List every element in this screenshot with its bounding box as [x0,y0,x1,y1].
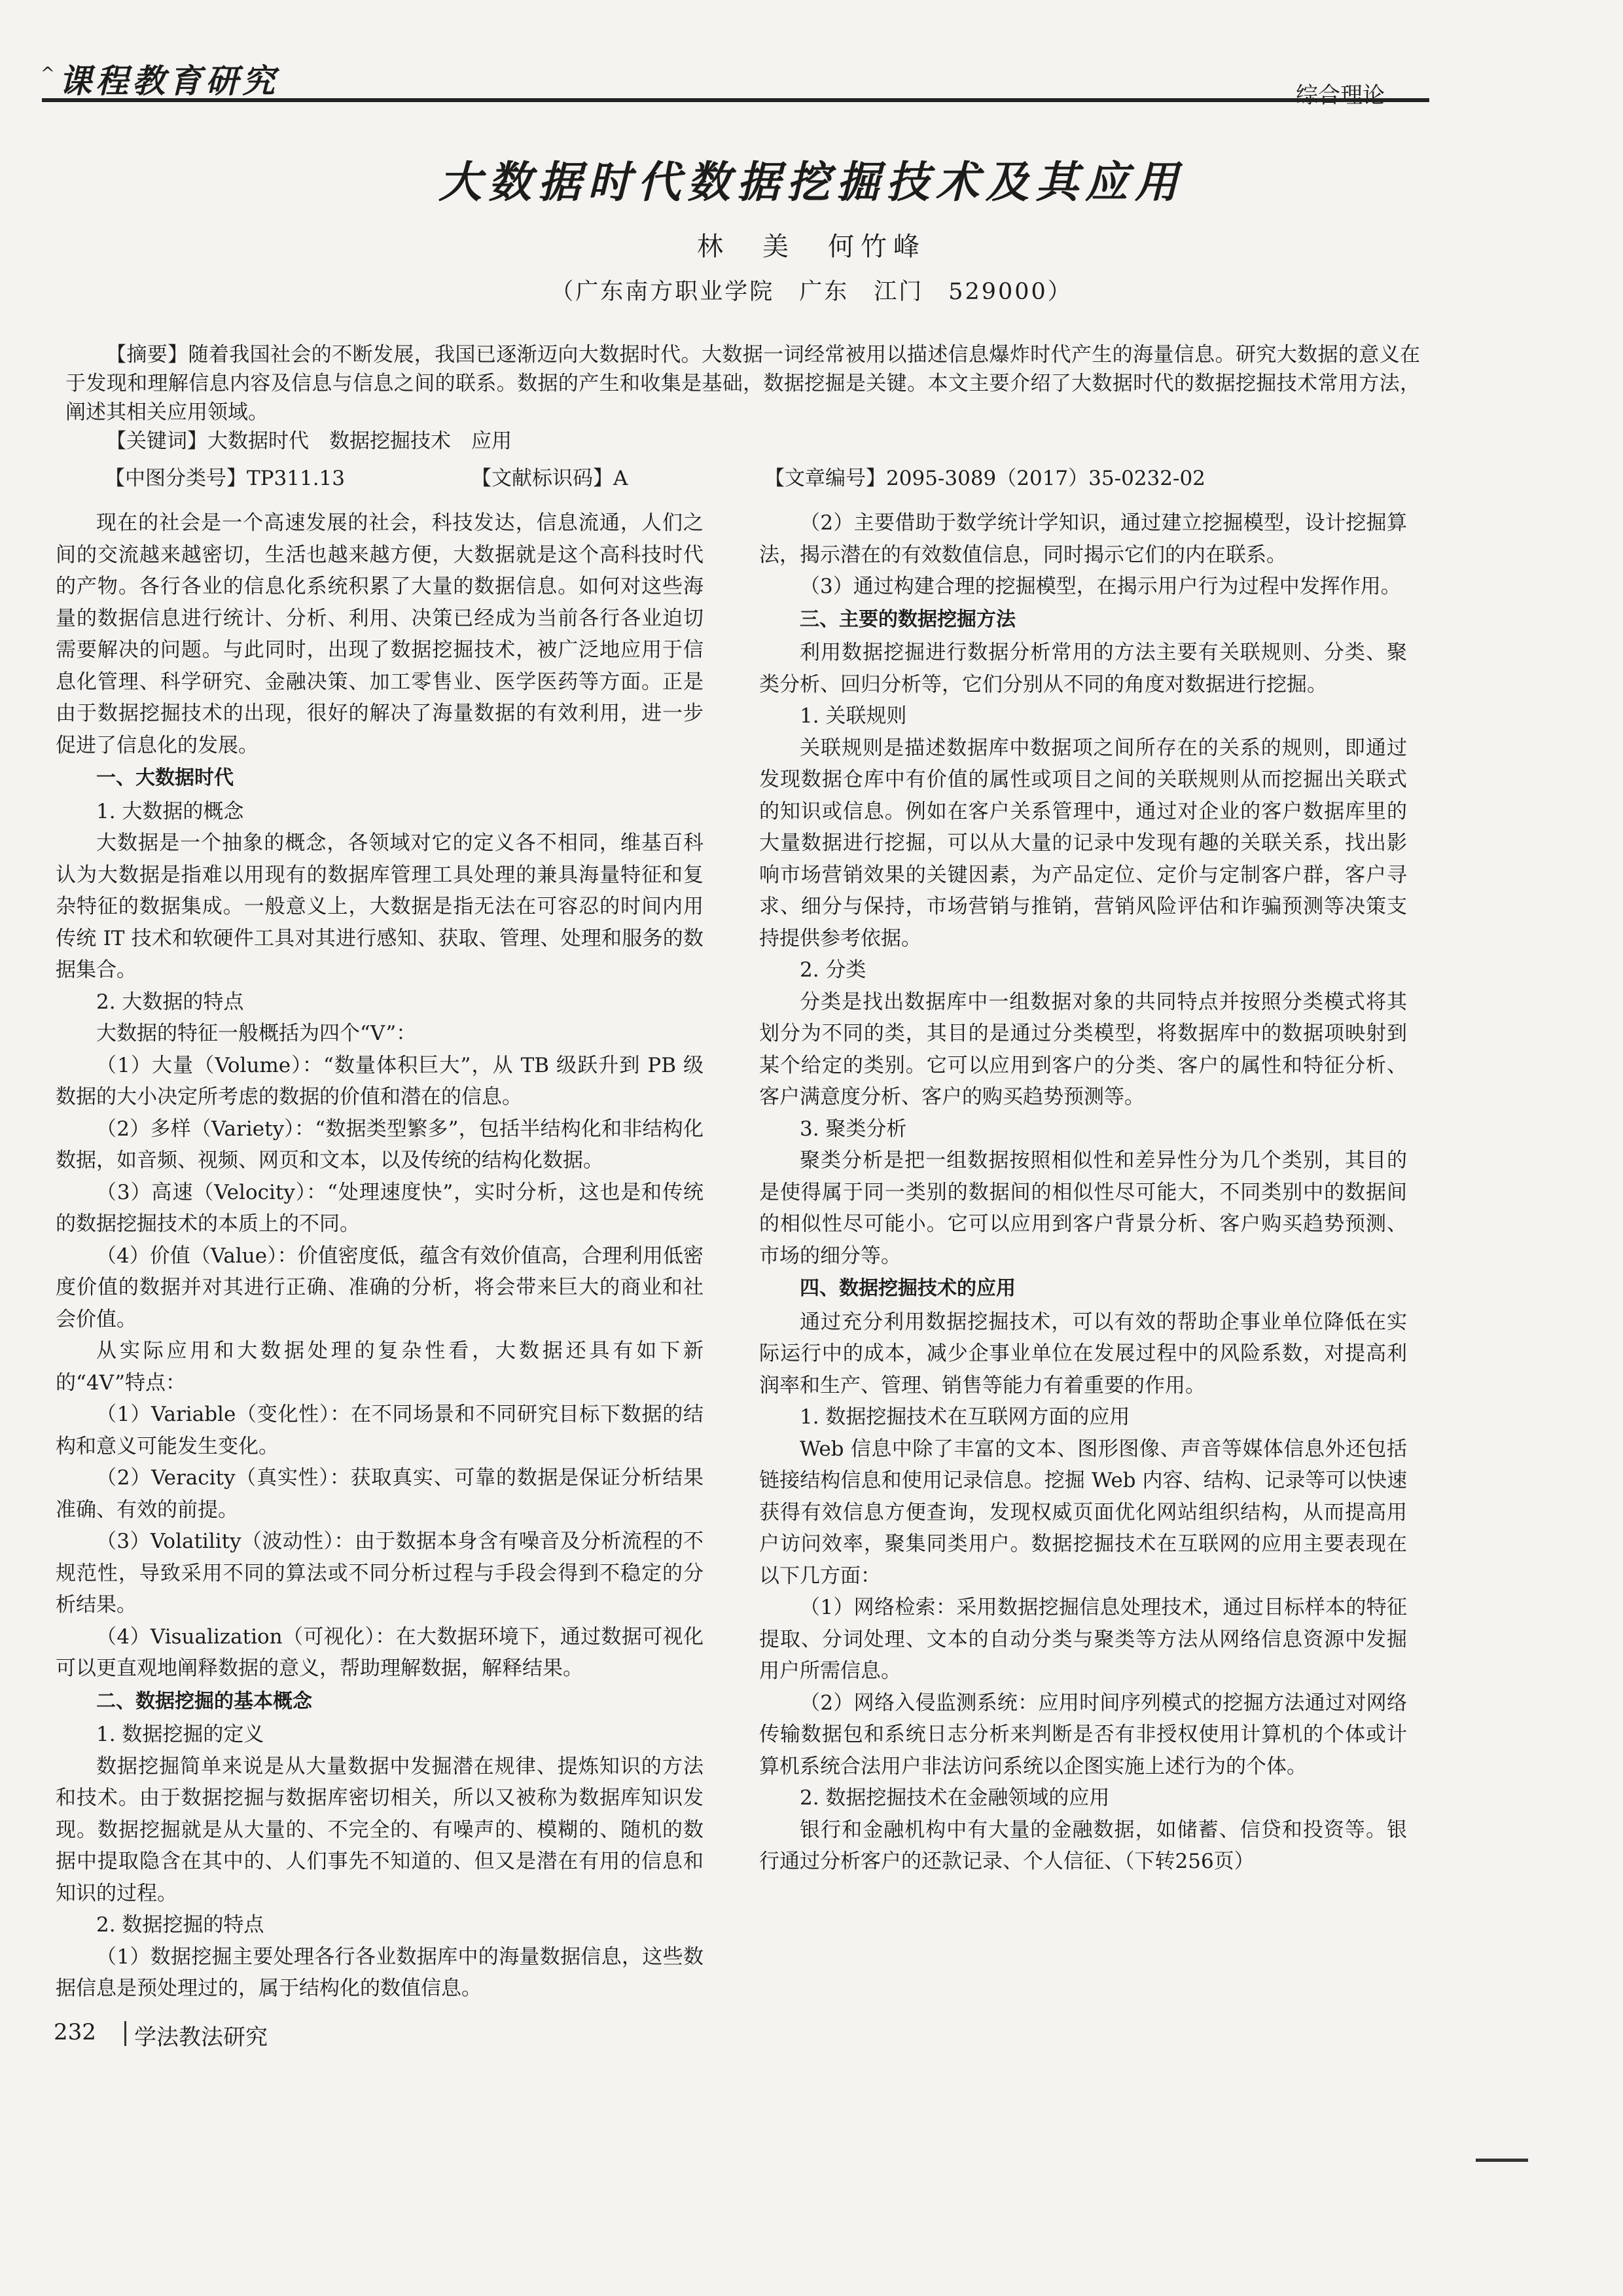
body-paragraph: 聚类分析是把一组数据按照相似性和差异性分为几个类别，其目的是使得属于同一类别的数据间的相似性尽可能大，不同类别中的数据间的相似性尽可能小。它可以应用到客户背景分析、客户购买趋势预测、市场的细分等。 [759,1149,1407,1268]
article-authors: 林 美 何竹峰 [697,232,926,262]
section-heading: 四、数据挖掘技术的应用 [800,1277,1016,1300]
subsection-heading: 1. 大数据的概念 [96,799,244,823]
article-title: 大数据时代数据挖掘技术及其应用 [438,156,1185,207]
body-paragraph: 从实际应用和大数据处理的复杂性看，大数据还具有如下新的“4V”特点： [56,1339,704,1395]
body-paragraph: 大数据是一个抽象的概念，各领域对它的定义各不相同，维基百科认为大数据是指难以用现有的数据库管理工具处理的兼具海量特征和复杂特征的数据集成。一般意义上，大数据是指无法在可容忍的时间内用传统 IT 技术和软硬件工具对其进行感知、获取、管理、处理和服务的数据集合。 [56,831,704,982]
subsection-heading: 2. 大数据的特点 [96,990,244,1014]
right-column [759,507,1407,1878]
body-paragraph: 通过充分利用数据挖掘技术，可以有效的帮助企事业单位降低在实际运行中的成本，减少企事业单位在发展过程中的风险系数，对提高利润率和生产、管理、销售等能力有着重要的作用。 [759,1310,1407,1397]
body-paragraph: （2）Veracity（真实性）：获取真实、可靠的数据是保证分析结果准确、有效的前提。 [56,1466,704,1522]
body-paragraph: （3）高速（Velocity）：“处理速度快”，实时分析，这也是和传统的数据挖掘技术的本质上的不同。 [56,1180,704,1236]
document-code: 【文献标识码】A [471,467,628,490]
body-paragraph: （4）价值（Value）：价值密度低，蕴含有效价值高，合理利用低密度价值的数据并对其进行正确、准确的分析，将会带来巨大的商业和社会价值。 [56,1244,704,1331]
abstract-text: 【摘要】随着我国社会的不断发展，我国已逐渐迈向大数据时代。大数据一词经常被用以描述信息爆炸时代产生的海量信息。研究大数据的意义在于发现和理解信息内容及信息与信息之间的联系。数据的产生和收集是基础，数据挖掘是关键。本文主要介绍了大数据时代的数据挖掘技术常用方法，阐述其相关应用领域。 [65,343,1420,424]
subsection-heading: 1. 数据挖掘技术在互联网方面的应用 [800,1405,1130,1429]
body-paragraph: （1）数据挖掘主要处理各行各业数据库中的海量数据信息，这些数据信息是预处理过的，属于结构化的数值信息。 [56,1945,704,2000]
body-paragraph: 利用数据挖掘进行数据分析常用的方法主要有关联规则、分类、聚类分析、回归分析等，它们分别从不同的角度对数据进行挖掘。 [759,641,1407,696]
body-paragraph: 关联规则是描述数据库中数据项之间所存在的关系的规则，即通过发现数据仓库中有价值的属性或项目之间的关联规则从而挖掘出关联式的知识或信息。例如在客户关系管理中，通过对企业的客户数据库里的大量数据进行挖掘，可以从大量的记录中发现有趣的关联关系，找出影响市场营销效果的关键因素，为产品定位、定价与定制客户群，客户寻求、细分与保持，市场营销与推销，营销风险评估和诈骗预测等决策支持提供参考依据。 [759,736,1407,950]
body-paragraph: （1）网络检索：采用数据挖掘信息处理技术，通过目标样本的特征提取、分词处理、文本的自动分类与聚类等方法从网络信息资源中发掘用户所需信息。 [759,1596,1407,1683]
page-number: 232 [54,2019,96,2045]
subsection-heading: 1. 数据挖掘的定义 [96,1723,264,1746]
body-paragraph: 数据挖掘简单来说是从大量数据中发掘潜在规律、提炼知识的方法和技术。由于数据挖掘与数据库密切相关，所以又被称为数据库知识发现。数据挖掘就是从大量的、不完全的、有噪声的、模糊的、随机的数据中提取隐含在其中的、人们事先不知道的、但又是潜在有用的信息和知识的过程。 [56,1754,704,1905]
subsection-heading: 2. 数据挖掘的特点 [96,1913,264,1937]
body-paragraph: （1）大量（Volume）：“数量体积巨大”，从 TB 级跃升到 PB 级数据的大小决定所考虑的数据的价值和潜在的信息。 [56,1053,704,1109]
keywords: 【关键词】大数据时代 数据挖掘技术 应用 [106,429,512,453]
body-paragraph: 现在的社会是一个高速发展的社会，科技发达，信息流通，人们之间的交流越来越密切，生活也越来越方便，大数据就是这个高科技时代的产物。各行各业的信息化系统积累了大量的数据信息。如何对这些海量的数据信息进行统计、分析、利用、决策已经成为当前各行各业迫切需要解决的问题。与此同时，出现了数据挖掘技术，被广泛地应用于信息化管理、科学研究、金融决策、加工零售业、医学医药等方面。正是由于数据挖掘技术的出现，很好的解决了海量数据的有效利用，进一步促进了信息化的发展。 [56,511,704,757]
body-paragraph: 银行和金融机构中有大量的金融数据，如储蓄、信贷和投资等。银行通过分析客户的还款记录、个人信征、（下转256页） [759,1818,1407,1873]
article-affiliation: （广东南方职业学院 广东 江门 529000） [550,279,1073,305]
body-paragraph: 分类是找出数据库中一组数据对象的共同特点并按照分类模式将其划分为不同的类，其目的是通过分类模型，将数据库中的数据项映射到某个给定的类别。它可以应用到客户的分类、客户的属性和特征分析、客户满意度分析、客户的购买趋势预测等。 [759,990,1407,1109]
section-heading: 二、数据挖掘的基本概念 [96,1689,312,1713]
clc-number: 【中图分类号】TP311.13 [105,467,346,490]
subsection-heading: 2. 分类 [800,958,866,982]
subsection-heading: 1. 关联规则 [800,704,907,728]
footer-journal-name: 学法教法研究 [134,2024,268,2051]
left-column [56,507,704,2005]
journal-name: 课程教育研究 [59,62,279,100]
footer-divider [124,2021,126,2046]
header-rule [42,98,1429,102]
section-heading: 三、主要的数据挖掘方法 [800,607,1016,631]
body-paragraph: （2）网络入侵监测系统：应用时间序列模式的挖掘方法通过对网络传输数据包和系统日志分析来判断是否有非授权使用计算机的个体或计算机系统合法用户非法访问系统以企图实施上述行为的个体。 [759,1691,1407,1778]
body-paragraph: 大数据的特征一般概括为四个“V”： [96,1022,417,1045]
column-label: 综合理论 [1296,82,1385,109]
body-paragraph: （3）Volatility（波动性）：由于数据本身含有噪音及分析流程的不规范性，导致采用不同的算法或不同分析过程与手段会得到不稳定的分析结果。 [56,1530,704,1617]
body-paragraph: Web 信息中除了丰富的文本、图形图像、声音等媒体信息外还包括链接结构信息和使用记录信息。挖掘 Web 内容、结构、记录等可以快速获得有效信息方便查询，发现权威页面优化网站组织结构，从而提高用户访问效率，聚集同类用户。数据挖掘技术在互联网的应用主要表现在以下几方面： [759,1437,1407,1588]
body-paragraph: （2）主要借助于数学统计学知识，通过建立挖掘模型，设计挖掘算法，揭示潜在的有效数值信息，同时揭示它们的内在联系。 [759,511,1407,567]
scan-mark [1476,2159,1528,2162]
corner-caret: ^ [41,64,55,84]
body-paragraph: （1）Variable（变化性）：在不同场景和不同研究目标下数据的结构和意义可能发生变化。 [56,1403,704,1458]
section-heading: 一、大数据时代 [96,766,234,789]
body-paragraph: （4）Visualization（可视化）：在大数据环境下，通过数据可视化可以更直观地阐释数据的意义，帮助理解数据，解释结果。 [56,1624,704,1680]
body-paragraph: （3）通过构建合理的挖掘模型，在揭示用户行为过程中发挥作用。 [800,575,1401,598]
body-paragraph: （2）多样（Variety）：“数据类型繁多”，包括半结构化和非结构化数据，如音频、视频、网页和文本，以及传统的结构化数据。 [56,1117,704,1172]
subsection-heading: 3. 聚类分析 [800,1117,907,1141]
abstract-block [65,340,1420,456]
subsection-heading: 2. 数据挖掘技术在金融领域的应用 [800,1786,1110,1810]
article-number: 【文章编号】2095-3089（2017）35-0232-02 [764,467,1205,490]
